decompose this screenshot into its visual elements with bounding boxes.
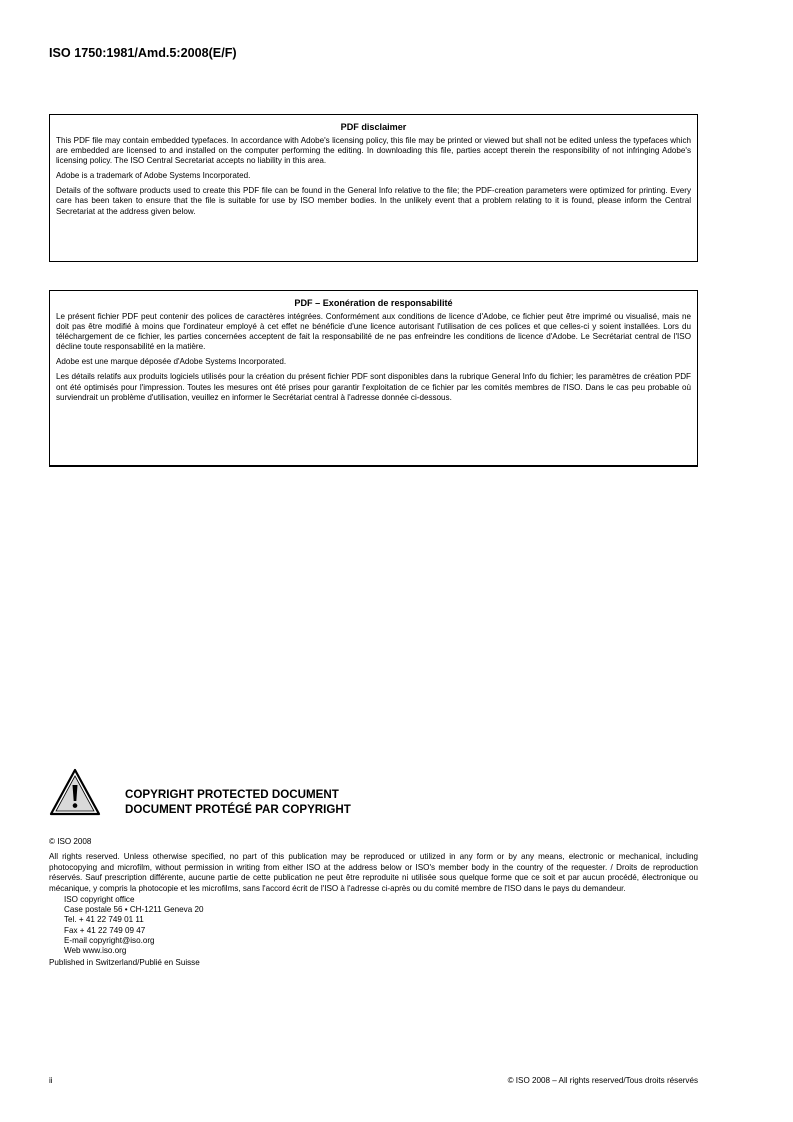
contact-line: Fax + 41 22 749 09 47 <box>64 925 146 935</box>
rights-statement: All rights reserved. Unless otherwise specified, no part of this publication may be reproduced or utilized in any form or by any means, electronic or mechanical, including photocopying and microfilm, without permission in writing from either ISO at the address below or ISO's member body in the country of the requester. / Droits de reproduction réservés. Sauf prescription différente, aucune partie de cette publication ne peut être reproduite ni utilisée sous quelque forme que ce soit et par aucun procédé, électronique ou mécanique, y compris la photocopie et les microfilms, sans l'accord écrit de l'ISO à l'adresse ci-après ou du comité membre de l'ISO dans le pays du demandeur. <box>49 852 698 893</box>
contact-line: Case postale 56 • CH-1211 Geneva 20 <box>64 905 204 915</box>
contact-line: Tel. + 41 22 749 01 11 <box>64 915 144 925</box>
published-in: Published in Switzerland/Publié en Suisse <box>49 958 200 968</box>
disclaimer-paragraph-1: This PDF file may contain embedded typefaces. In accordance with Adobe's licensing policy, this file may be printed or viewed but shall not be edited unless the typefaces which are embedded are licensed to and installed on the computer performing the editing. In downloading this file, parties accept therein the responsibility of not infringing Adobe's licensing policy. The ISO Central Secretariat accepts no liability in this area. <box>56 136 691 166</box>
disclaimer-fr-title: PDF – Exonération de responsabilité <box>294 298 453 308</box>
contact-web[interactable]: Web www.iso.org <box>64 946 127 956</box>
warning-triangle-icon <box>49 768 101 816</box>
disclaimer-paragraph-3: Details of the software products used to create this PDF file can be found in the General Info relative to the file; the PDF-creation parameters were optimized for printing. Every care has been taken to ensure that the file is suitable for use by ISO member bodies. In the unlikely event that a problem relating to it is found, please inform the Central Secretariat at the address given below. <box>56 186 691 216</box>
page-number: ii <box>49 1076 53 1085</box>
contact-line: ISO copyright office <box>64 895 135 905</box>
contact-address <box>64 895 698 956</box>
copyright-notice: © ISO 2008 <box>49 837 92 846</box>
copyright-title-fr: DOCUMENT PROTÉGÉ PAR COPYRIGHT <box>125 802 351 816</box>
pdf-disclaimer-box <box>49 114 698 262</box>
disclaimer-title: PDF disclaimer <box>340 122 407 132</box>
legal-notice <box>49 837 698 969</box>
disclaimer-fr-paragraph-1: Le présent fichier PDF peut contenir des polices de caractères intégrées. Conformément aux conditions de licence d'Adobe, ce fichier peut être imprimé ou visualisé, mais ne doit pas être modifié à moins que l'ordinateur employé à cet effet ne bénéficie d'une licence autorisant l'utilisation de ces polices et que celles-ci y soient installées. Lors du téléchargement de ce fichier, les parties concernées acceptent de fait la responsabilité de ne pas enfreindre les conditions de licence d'Adobe. Le Secrétariat central de l'ISO décline toute responsabilité en la matière. <box>56 312 691 352</box>
disclaimer-fr-paragraph-3: Les détails relatifs aux produits logiciels utilisés pour la création du présent fichier PDF sont disponibles dans la rubrique General Info du fichier; les paramètres de création PDF ont été optimisés pour l'impression. Toutes les mesures ont été prises pour garantir l'exploitation de ce fichier par les comités membres de l'ISO. Dans le cas peu probable où surviendrait un problème d'utilisation, veuillez en informer le Secrétariat central à l'adresse donnée ci-dessous. <box>56 372 691 402</box>
document-id: ISO 1750:1981/Amd.5:2008(E/F) <box>49 46 237 60</box>
disclaimer-paragraph-2: Adobe is a trademark of Adobe Systems Incorporated. <box>56 171 251 181</box>
disclaimer-fr-paragraph-2: Adobe est une marque déposée d'Adobe Systems Incorporated. <box>56 357 287 367</box>
footer-rights: © ISO 2008 – All rights reserved/Tous droits réservés <box>507 1076 698 1085</box>
pdf-disclaimer-fr-box <box>49 290 698 467</box>
contact-email[interactable]: E-mail copyright@iso.org <box>64 935 155 945</box>
copyright-title-en: COPYRIGHT PROTECTED DOCUMENT <box>125 788 339 801</box>
